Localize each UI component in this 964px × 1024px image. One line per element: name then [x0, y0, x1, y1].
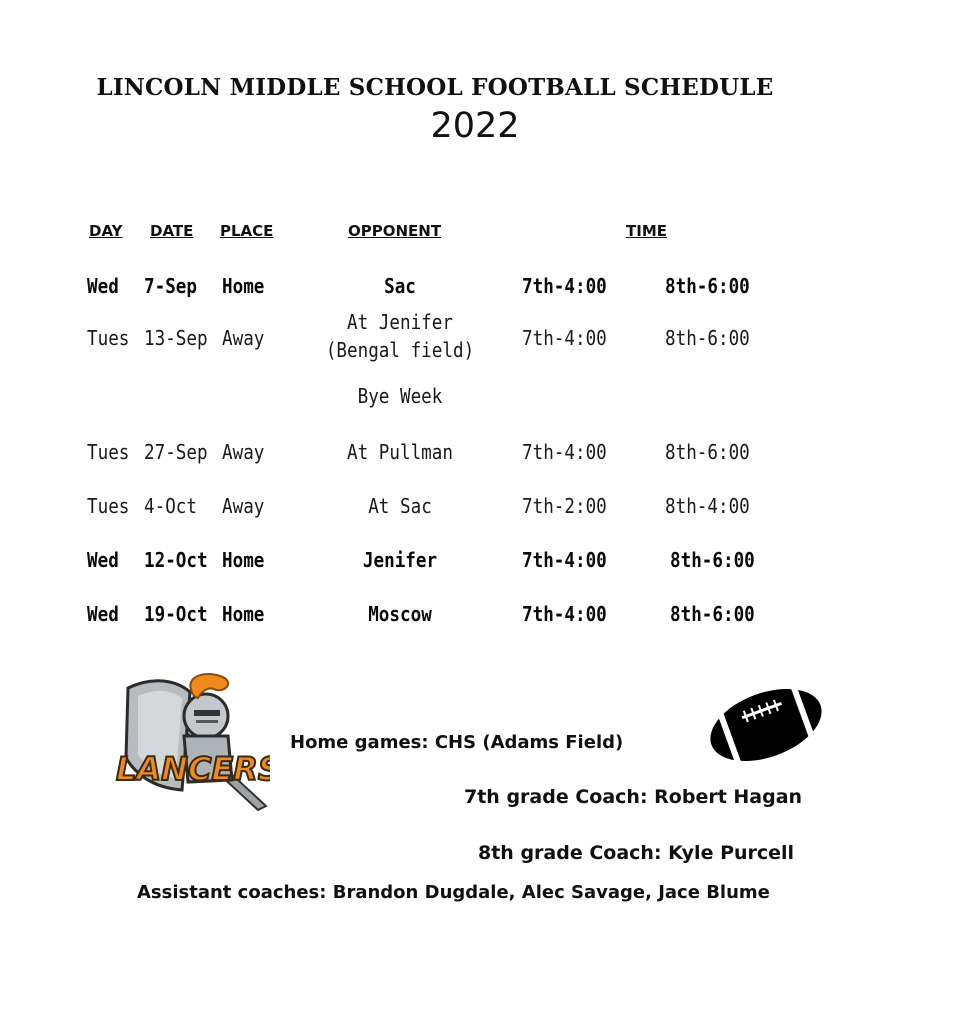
schedule-date: 19-Oct [144, 602, 208, 626]
home-games-note: Home games: CHS (Adams Field) [290, 732, 624, 753]
schedule-opponent-line1: Bye Week [357, 384, 443, 408]
schedule-day: Wed [87, 548, 119, 572]
schedule-time-8th: 8th-4:00 [665, 494, 750, 518]
schedule-time-7th: 7th-4:00 [522, 274, 607, 298]
schedule-time-7th: 7th-2:00 [522, 494, 607, 518]
schedule-opponent-line1: Jenifer [362, 548, 438, 572]
schedule-row [0, 600, 964, 640]
schedule-time-7th: 7th-4:00 [522, 326, 607, 350]
schedule-opponent [312, 494, 488, 518]
schedule-date: 13-Sep [144, 326, 208, 350]
schedule-place: Home [222, 602, 265, 626]
schedule-date: 12-Oct [144, 548, 208, 572]
schedule-time-8th: 8th-6:00 [665, 440, 750, 464]
schedule-opponent [312, 384, 488, 408]
schedule-opponent [312, 440, 488, 464]
schedule-opponent-line1: Moscow [368, 602, 432, 626]
assistant-coaches: Assistant coaches: Brandon Dugdale, Alec Savage, Jace Blume [137, 882, 770, 903]
column-header-day: DAY [89, 222, 123, 240]
schedule-time-7th: 7th-4:00 [522, 548, 607, 572]
schedule-place: Away [222, 494, 265, 518]
schedule-place: Away [222, 440, 265, 464]
schedule-opponent [312, 310, 488, 362]
schedule-place: Home [222, 548, 265, 572]
schedule-day: Wed [87, 602, 119, 626]
schedule-row [0, 438, 964, 478]
schedule-time-8th: 8th-6:00 [670, 602, 755, 626]
schedule-year: 2022 [430, 106, 520, 146]
schedule-opponent [312, 602, 488, 626]
schedule-place: Away [222, 326, 265, 350]
football-icon [704, 680, 828, 770]
schedule-row [0, 546, 964, 586]
schedule-time-8th: 8th-6:00 [665, 274, 750, 298]
schedule-date: 4-Oct [144, 494, 197, 518]
schedule-opponent-line1: At Jenifer [347, 310, 453, 334]
schedule-row [0, 272, 964, 312]
lancers-logo [98, 670, 270, 816]
schedule-opponent [312, 548, 488, 572]
schedule-row [0, 492, 964, 532]
schedule-day: Tues [87, 494, 130, 518]
schedule-day: Wed [87, 274, 119, 298]
column-header-date: DATE [150, 222, 194, 240]
schedule-title: LINCOLN MIDDLE SCHOOL FOOTBALL SCHEDULE [96, 74, 774, 101]
schedule-time-8th: 8th-6:00 [670, 548, 755, 572]
schedule-time-8th: 8th-6:00 [665, 326, 750, 350]
schedule-opponent-line1: At Sac [368, 494, 432, 518]
lancers-logo-text: LANCERS [116, 750, 270, 788]
schedule-opponent-line2: (Bengal field) [325, 338, 475, 362]
column-header-time: TIME [626, 222, 667, 240]
schedule-place: Home [222, 274, 265, 298]
schedule-row [0, 310, 964, 362]
schedule-time-7th: 7th-4:00 [522, 602, 607, 626]
schedule-date: 27-Sep [144, 440, 208, 464]
coach-7th-grade: 7th grade Coach: Robert Hagan [464, 786, 803, 808]
schedule-day: Tues [87, 440, 130, 464]
schedule-opponent [312, 274, 488, 298]
schedule-row [0, 382, 964, 422]
schedule-date: 7-Sep [144, 274, 197, 298]
column-header-place: PLACE [220, 222, 274, 240]
column-header-opponent: OPPONENT [348, 222, 442, 240]
coach-8th-grade: 8th grade Coach: Kyle Purcell [478, 842, 795, 864]
schedule-day: Tues [87, 326, 130, 350]
schedule-opponent-line1: At Pullman [347, 440, 453, 464]
schedule-time-7th: 7th-4:00 [522, 440, 607, 464]
schedule-opponent-line1: Sac [384, 274, 416, 298]
